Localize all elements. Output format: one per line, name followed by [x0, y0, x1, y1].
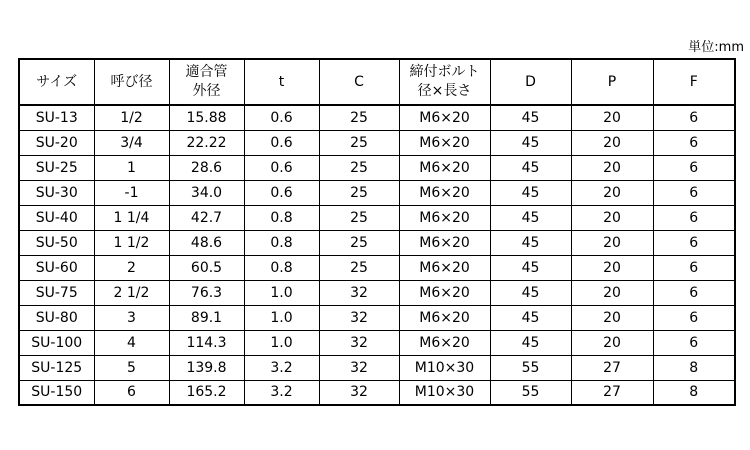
- table-cell: 2 1/2: [94, 280, 169, 305]
- column-header-line: 径×長さ: [417, 83, 472, 99]
- table-row: [19, 230, 735, 255]
- table-cell: 0.6: [244, 105, 319, 130]
- table-cell: 6: [653, 105, 735, 130]
- column-header: [571, 59, 653, 105]
- table-cell: 20: [571, 280, 653, 305]
- column-header-line: 外径: [192, 83, 221, 99]
- table-cell: 32: [319, 355, 399, 380]
- table-cell: SU-25: [19, 155, 94, 180]
- table-cell: 6: [94, 380, 169, 405]
- column-header-line: 締付ボルト: [409, 64, 480, 80]
- column-header-line: 呼び径: [110, 73, 153, 90]
- table-cell: SU-60: [19, 255, 94, 280]
- table-cell: 6: [653, 330, 735, 355]
- table-cell: 1: [94, 155, 169, 180]
- table-cell: 45: [490, 155, 571, 180]
- table-row: [19, 255, 735, 280]
- table-cell: 45: [490, 255, 571, 280]
- table-cell: 22.22: [169, 130, 244, 155]
- table-cell: SU-40: [19, 205, 94, 230]
- table-cell: 32: [319, 305, 399, 330]
- table-cell: 6: [653, 155, 735, 180]
- table-cell: 114.3: [169, 330, 244, 355]
- table-cell: M6×20: [399, 155, 490, 180]
- table-cell: 6: [653, 280, 735, 305]
- table-cell: 45: [490, 330, 571, 355]
- table-row: [19, 305, 735, 330]
- table-cell: M10×30: [399, 355, 490, 380]
- table-cell: 1.0: [244, 280, 319, 305]
- table-cell: M6×20: [399, 230, 490, 255]
- column-header: [19, 59, 94, 105]
- table-cell: 6: [653, 180, 735, 205]
- table-cell: 1/2: [94, 105, 169, 130]
- table-cell: 165.2: [169, 380, 244, 405]
- table-row: [19, 205, 735, 230]
- table-cell: 45: [490, 280, 571, 305]
- table-row: [19, 355, 735, 380]
- table-cell: 55: [490, 380, 571, 405]
- table-cell: 27: [571, 380, 653, 405]
- table-row: [19, 130, 735, 155]
- table-cell: 3.2: [244, 380, 319, 405]
- table-cell: 48.6: [169, 230, 244, 255]
- table-row: [19, 180, 735, 205]
- table-cell: SU-20: [19, 130, 94, 155]
- table-cell: 15.88: [169, 105, 244, 130]
- table-cell: 25: [319, 255, 399, 280]
- column-header-line: 適合管: [185, 64, 228, 80]
- table-cell: 45: [490, 105, 571, 130]
- table-cell: 0.8: [244, 255, 319, 280]
- table-cell: 5: [94, 355, 169, 380]
- table-cell: 8: [653, 380, 735, 405]
- column-header: [244, 59, 319, 105]
- table-cell: SU-75: [19, 280, 94, 305]
- table-cell: SU-150: [19, 380, 94, 405]
- table-cell: 60.5: [169, 255, 244, 280]
- table-cell: 25: [319, 130, 399, 155]
- table-cell: 139.8: [169, 355, 244, 380]
- table-cell: 34.0: [169, 180, 244, 205]
- table-cell: 6: [653, 305, 735, 330]
- column-header: [319, 59, 399, 105]
- table-cell: 6: [653, 130, 735, 155]
- table-cell: 32: [319, 330, 399, 355]
- table-cell: 1 1/2: [94, 230, 169, 255]
- table-cell: 20: [571, 205, 653, 230]
- table-cell: 0.8: [244, 230, 319, 255]
- table-cell: 1 1/4: [94, 205, 169, 230]
- table-cell: 6: [653, 205, 735, 230]
- table-row: [19, 155, 735, 180]
- table-cell: M6×20: [399, 255, 490, 280]
- table-cell: 25: [319, 230, 399, 255]
- table-cell: 32: [319, 380, 399, 405]
- table-cell: 20: [571, 230, 653, 255]
- column-header: [653, 59, 735, 105]
- table-cell: 3: [94, 305, 169, 330]
- table-cell: M6×20: [399, 280, 490, 305]
- table-cell: SU-80: [19, 305, 94, 330]
- spec-table: [18, 58, 736, 406]
- table-cell: SU-100: [19, 330, 94, 355]
- table-cell: SU-13: [19, 105, 94, 130]
- table-cell: 0.6: [244, 180, 319, 205]
- table-row: [19, 380, 735, 405]
- column-header-line: C: [354, 73, 364, 90]
- table-cell: M6×20: [399, 330, 490, 355]
- table-cell: 0.6: [244, 155, 319, 180]
- table-cell: 76.3: [169, 280, 244, 305]
- table-cell: SU-30: [19, 180, 94, 205]
- table-cell: M6×20: [399, 180, 490, 205]
- table-cell: 2: [94, 255, 169, 280]
- unit-label: 単位:mm: [688, 40, 744, 55]
- table-cell: 27: [571, 355, 653, 380]
- table-cell: 20: [571, 305, 653, 330]
- column-header: [490, 59, 571, 105]
- table-cell: 25: [319, 105, 399, 130]
- table-row: [19, 280, 735, 305]
- table-cell: 6: [653, 230, 735, 255]
- column-header: [169, 59, 244, 105]
- table-cell: 20: [571, 255, 653, 280]
- table-cell: 20: [571, 155, 653, 180]
- table-cell: 55: [490, 355, 571, 380]
- table-row: [19, 330, 735, 355]
- column-header-line: P: [607, 73, 617, 90]
- table-cell: 45: [490, 230, 571, 255]
- table-cell: SU-50: [19, 230, 94, 255]
- table-cell: 89.1: [169, 305, 244, 330]
- table-cell: 42.7: [169, 205, 244, 230]
- table-cell: 20: [571, 330, 653, 355]
- table-cell: 6: [653, 255, 735, 280]
- table-cell: 1.0: [244, 330, 319, 355]
- table-cell: 28.6: [169, 155, 244, 180]
- table-cell: SU-125: [19, 355, 94, 380]
- table-cell: M6×20: [399, 305, 490, 330]
- table-header-row: [19, 59, 735, 105]
- table-cell: 32: [319, 280, 399, 305]
- table-cell: M10×30: [399, 380, 490, 405]
- table-body: [19, 105, 735, 405]
- table-cell: 45: [490, 205, 571, 230]
- table-cell: M6×20: [399, 105, 490, 130]
- column-header-line: サイズ: [36, 73, 78, 90]
- column-header: [399, 59, 490, 105]
- table-cell: 45: [490, 180, 571, 205]
- column-header-line: D: [525, 73, 536, 90]
- table-cell: 25: [319, 155, 399, 180]
- table-cell: 45: [490, 305, 571, 330]
- table-cell: 20: [571, 105, 653, 130]
- table-cell: 20: [571, 130, 653, 155]
- column-header: [94, 59, 169, 105]
- table-cell: 1.0: [244, 305, 319, 330]
- table-row: [19, 105, 735, 130]
- table-cell: 0.8: [244, 205, 319, 230]
- table-cell: -1: [94, 180, 169, 205]
- table-cell: 8: [653, 355, 735, 380]
- table-cell: 3/4: [94, 130, 169, 155]
- table-cell: 3.2: [244, 355, 319, 380]
- table-cell: 0.6: [244, 130, 319, 155]
- table-cell: 25: [319, 205, 399, 230]
- table-cell: M6×20: [399, 205, 490, 230]
- column-header-line: t: [278, 73, 285, 90]
- table-cell: 4: [94, 330, 169, 355]
- table-cell: 20: [571, 180, 653, 205]
- table-cell: 45: [490, 130, 571, 155]
- table-cell: M6×20: [399, 130, 490, 155]
- column-header-line: F: [689, 73, 698, 90]
- table-cell: 25: [319, 180, 399, 205]
